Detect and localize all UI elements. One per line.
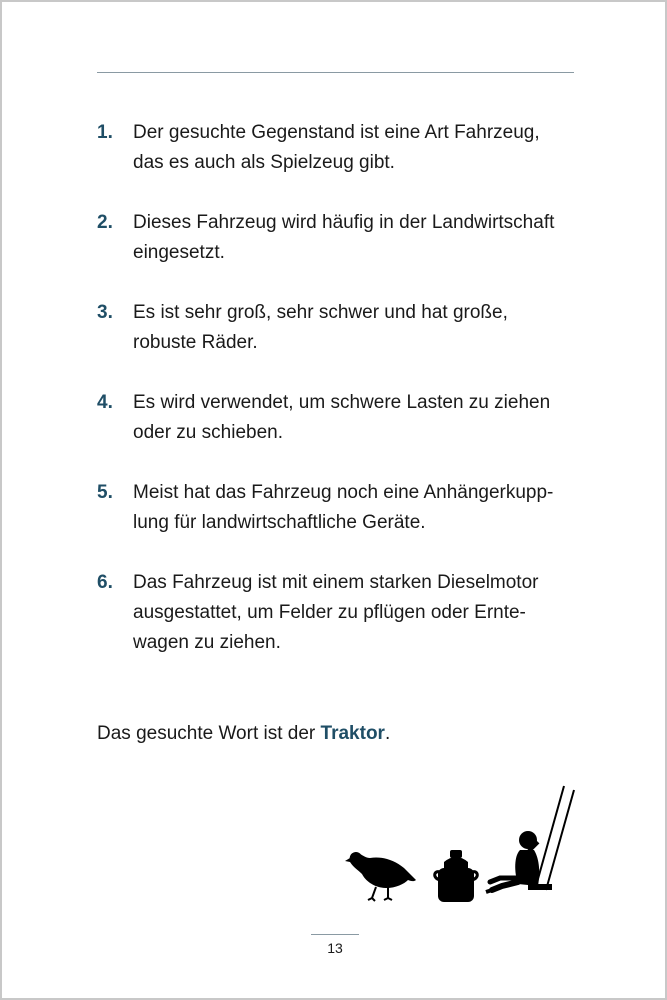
clue-item xyxy=(97,478,577,538)
answer-suffix: . xyxy=(384,723,391,744)
clue-item xyxy=(97,118,577,178)
child-on-swing-icon xyxy=(486,786,574,892)
clue-list xyxy=(97,118,577,688)
clue-number: 6. xyxy=(97,572,113,593)
clue-number: 1. xyxy=(97,122,113,143)
clue-text: Es wird verwendet, um schwere Lasten zu ziehen oder zu schieben. xyxy=(133,392,551,443)
clue-item xyxy=(97,298,577,358)
top-divider xyxy=(97,72,574,73)
clue-number: 2. xyxy=(97,212,113,233)
answer-sentence xyxy=(97,719,390,749)
clue-text: Das Fahrzeug ist mit einem starken Dieselmotor ausgestattet, um Felder zu pflügen oder Ernte-wagen zu ziehen. xyxy=(133,572,539,653)
milk-can-icon xyxy=(435,850,478,902)
clue-item xyxy=(97,208,577,268)
answer-word: Traktor xyxy=(320,723,385,744)
footer-divider xyxy=(311,934,359,935)
page-number: 13 xyxy=(327,940,343,956)
clue-item xyxy=(97,388,577,448)
clue-text: Der gesuchte Gegenstand ist eine Art Fahrzeug, das es auch als Spielzeug gibt. xyxy=(133,122,540,173)
silhouette-illustration xyxy=(342,782,582,912)
clue-text: Dieses Fahrzeug wird häufig in der Landwirtschaft eingesetzt. xyxy=(133,212,555,263)
clue-text: Es ist sehr groß, sehr schwer und hat große, robuste Räder. xyxy=(133,302,508,353)
clue-number: 4. xyxy=(97,392,113,413)
clue-text: Meist hat das Fahrzeug noch eine Anhängerkupp-lung für landwirtschaftliche Geräte. xyxy=(133,482,554,533)
clue-number: 5. xyxy=(97,482,113,503)
clue-number: 3. xyxy=(97,302,113,323)
clue-item xyxy=(97,568,577,658)
answer-prefix: Das gesuchte Wort ist der xyxy=(97,723,321,744)
hen-icon xyxy=(345,852,416,901)
